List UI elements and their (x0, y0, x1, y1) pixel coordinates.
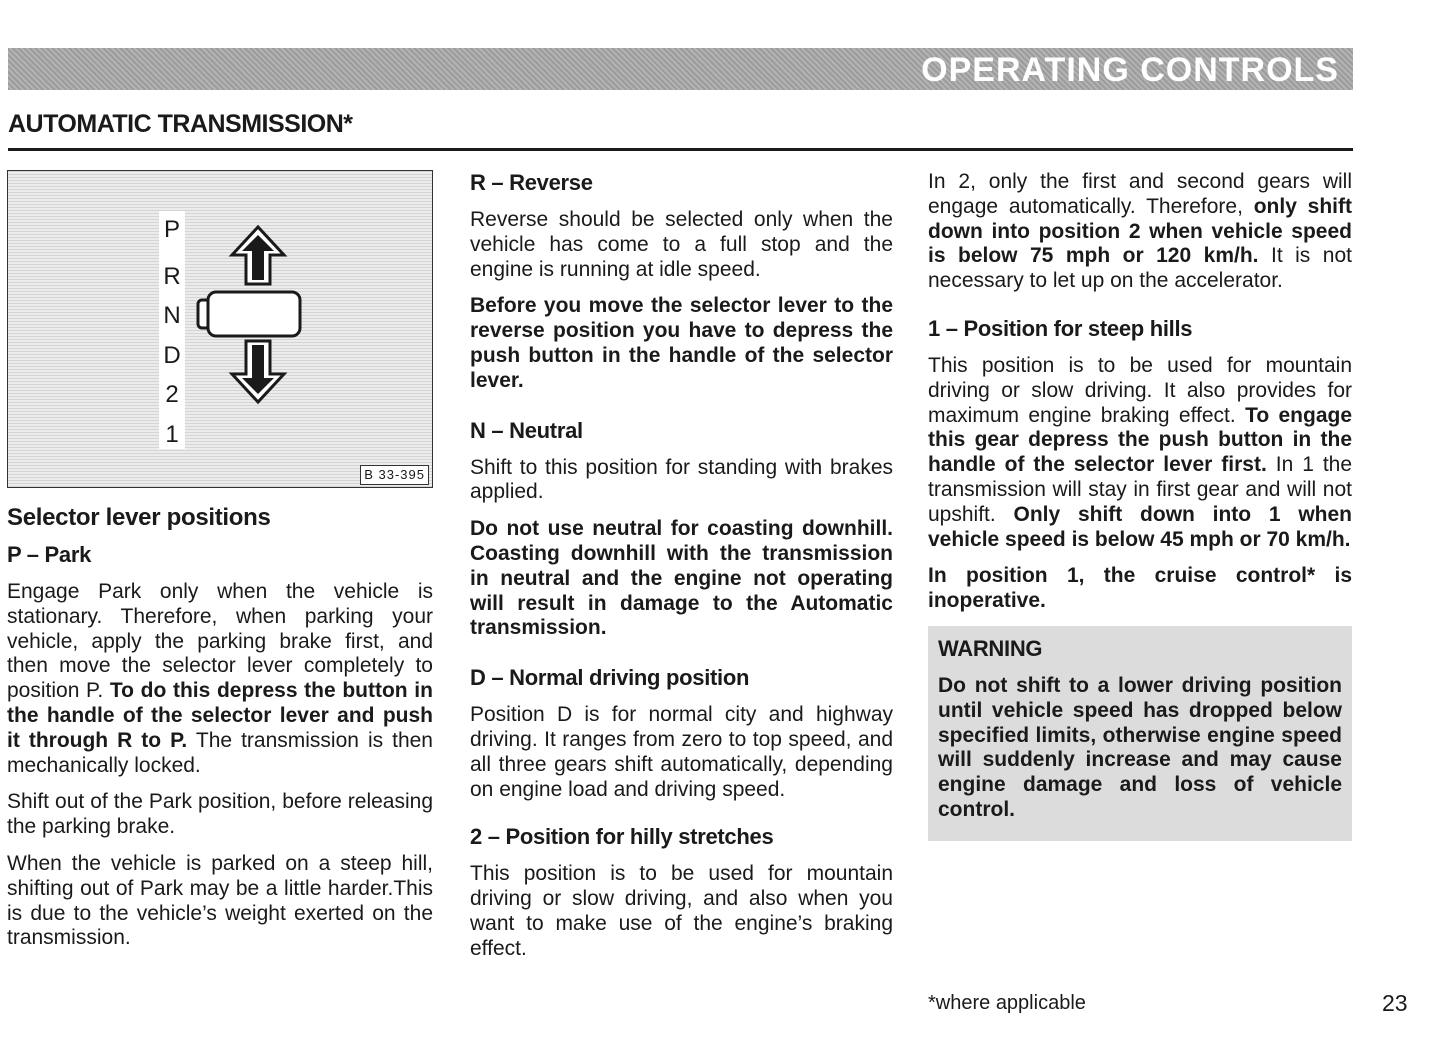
page-number: 23 (1382, 990, 1408, 1016)
gear-label-1: 1 (165, 421, 179, 448)
selector-lever-diagram (8, 171, 431, 486)
cruise-control-paragraph: In position 1, the cruise control* is inoperative. (928, 564, 1352, 613)
reverse-heading: R – Reverse (470, 170, 593, 195)
steep-text-b: To engage this gear depress the push button in the handle of the selector lever first. (928, 403, 1353, 477)
reverse-paragraph-2: Before you move the selector lever to the reverse position you have to depress the push button in the handle of the selector lever. (470, 294, 893, 392)
banner-title: OPERATING CONTROLS (921, 51, 1339, 89)
steep-text-a: This position is to be used for mountain driving or slow driving. It also provides for maximum engine braking effect. (928, 353, 1352, 427)
second-gear-paragraph (928, 170, 1352, 294)
park-paragraph-2: Shift out of the Park position, before releasing the parking brake. (7, 790, 433, 839)
drive-paragraph-1: Position D is for normal city and highway driving. It ranges from zero to top speed, and all three gears shift automatically, depending on engine load and driving speed. (470, 703, 893, 801)
warning-text: Do not shift to a lower driving position until vehicle speed has dropped below specified limits, otherwise engine speed will suddenly increase and may cause engine damage and loss of vehicle control. (938, 673, 1342, 821)
gear-label-d: D (163, 342, 181, 369)
footnote: *where applicable (928, 992, 1086, 1014)
steep-heading: 1 – Position for steep hills (928, 315, 1193, 341)
section-title: AUTOMATIC TRANSMISSION* (8, 110, 353, 138)
reverse-paragraph-1: Reverse should be selected only when the vehicle has come to a full stop and the engine is running at idle speed. (470, 208, 893, 281)
hilly-paragraph-1: This position is to be used for mountain driving or slow driving, and also when you want to make use of the engine’s braking effect. (470, 862, 893, 960)
second-gear-text-b: only shift down into position 2 when vehicle speed is below 75 mph or 120 km/h. (928, 194, 1352, 268)
gear-label-r: R (163, 263, 181, 290)
neutral-heading: N – Neutral (470, 417, 583, 443)
gear-label-n: N (163, 302, 181, 329)
steep-paragraph-1 (928, 354, 1352, 552)
gear-label-p: P (163, 216, 181, 243)
steep-text-d: Only shift down into 1 when vehicle speed is below 45 mph or 70 km/h. (928, 502, 1352, 551)
selector-lever-figure (7, 170, 433, 488)
park-paragraph-1 (7, 580, 433, 778)
second-gear-text-a: In 2, only the first and second gears will engage automatically. Therefore, (928, 170, 1352, 218)
selector-positions-heading: Selector lever positions (7, 504, 271, 531)
arrow-up-icon (232, 227, 284, 284)
gear-label-2: 2 (165, 381, 179, 408)
park-paragraph-3: When the vehicle is parked on a steep hill, shifting out of Park may be a little harder.This is due to the vehicle’s weight exerted on the transmission. (7, 851, 433, 950)
figure-code: B 33-395 (360, 465, 429, 485)
column-left (7, 170, 433, 963)
lever-handle-icon (198, 292, 300, 336)
column-right (928, 170, 1352, 841)
column-middle (470, 170, 893, 974)
hilly-heading: 2 – Position for hilly stretches (470, 824, 774, 850)
section-divider (8, 148, 1353, 151)
neutral-paragraph-2: Do not use neutral for coasting downhill. Coasting downhill with the transmission in neutral and the engine not operating will result in damage to the Automatic transmission. (470, 517, 893, 640)
warning-box (928, 626, 1352, 841)
park-text-b: To do this depress the button in the handle of the selector lever and push it through R to P. (7, 679, 433, 752)
steep-text-c: In 1 the transmission will stay in first gear and will not upshift. (928, 453, 1353, 526)
header-banner (8, 48, 1353, 90)
second-gear-text-c: It is not necessary to let up on the accelerator. (928, 244, 1352, 293)
neutral-paragraph-1: Shift to this position for standing with brakes applied. (470, 455, 893, 504)
drive-heading: D – Normal driving position (470, 665, 750, 691)
park-text-a: Engage Park only when the vehicle is stationary. Therefore, when parking your vehicle, apply the parking brake first, and then move the selector lever completely to position P. (7, 580, 433, 703)
arrow-down-icon (232, 341, 284, 402)
warning-heading: WARNING (938, 635, 1043, 661)
park-heading: P – Park (7, 542, 92, 567)
park-text-c: The transmission is then mechanically locked. (7, 728, 433, 777)
